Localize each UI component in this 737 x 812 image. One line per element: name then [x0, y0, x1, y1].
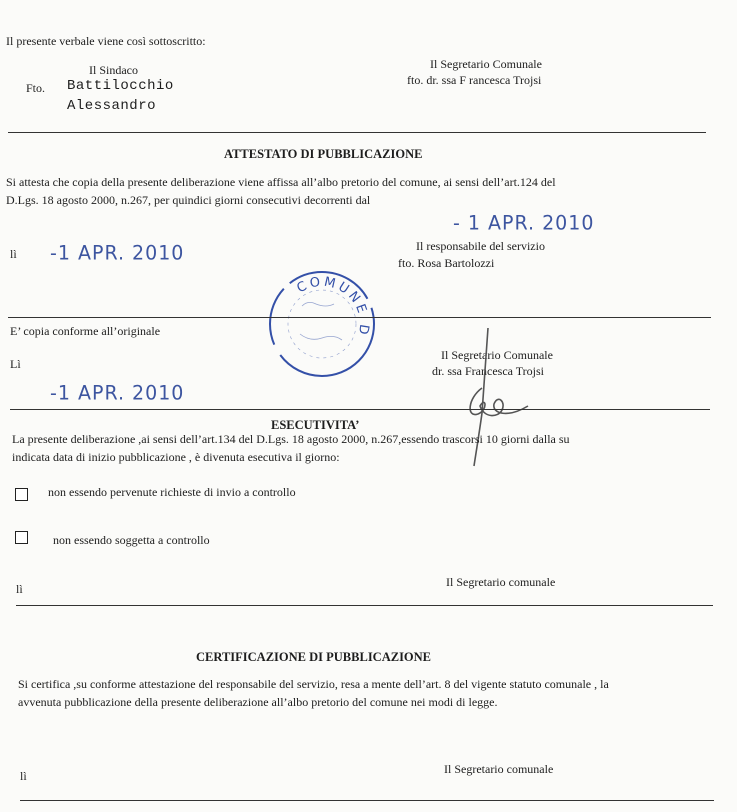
esecutivita-heading: ESECUTIVITA’ [271, 418, 360, 432]
responsabile-title: Il responsabile del servizio [416, 239, 545, 253]
attestato-text-line1: Si attesta che copia della presente deliberazione viene affissa all’albo pretorio del comune, ai sensi dell’art.124 del [6, 175, 556, 189]
certificazione-text-line1: Si certifica ,su conforme attestazione del responsabile del servizio, resa a mente dell’art. 8 del vigente statuto comunale , la [18, 677, 609, 691]
divider-5 [20, 800, 714, 801]
certificazione-text-line2: avvenuta pubblicazione della presente deliberazione all’albo pretorio del comune nei modi di legge. [18, 695, 498, 709]
esecutivita-segretario-title: Il Segretario comunale [446, 575, 556, 589]
option1-label: non essendo pervenute richieste di invio a controllo [48, 485, 296, 499]
stamp-date-start: - 1 APR. 2010 [453, 211, 595, 235]
stamp-date-li: -1 APR. 2010 [50, 241, 185, 265]
sindaco-name-line2: Alessandro [67, 98, 157, 114]
copia-segretario-title: Il Segretario Comunale [441, 348, 553, 362]
segretario-top-name: fto. dr. ssa F rancesca Trojsi [407, 73, 542, 87]
copia-li: Lì [10, 357, 21, 371]
seal-text: COMUNE D [294, 274, 372, 339]
divider-2 [8, 317, 711, 318]
divider-4 [16, 605, 713, 606]
copia-segretario-name: dr. ssa Francesca Trojsi [432, 364, 544, 378]
stamp-date-copia: -1 APR. 2010 [50, 381, 185, 405]
divider-3 [10, 409, 710, 410]
segretario-top-title: Il Segretario Comunale [430, 57, 542, 71]
attestato-heading: ATTESTATO DI PUBBLICAZIONE [224, 147, 423, 161]
intro-text: Il presente verbale viene così sottoscritto: [6, 34, 206, 48]
svg-text:COMUNE D [294, 275, 371, 339]
esecutivita-text-line1: La presente deliberazione ,ai sensi dell’art.134 del D.Lgs. 18 agosto 2000, n.267,essendo trascorsi 10 giorni dalla su [12, 432, 570, 446]
option1-checkbox[interactable] [15, 488, 28, 501]
sindaco-fto: Fto. [26, 81, 46, 95]
esecutivita-text-line2: indicata data di inizio pubblicazione , è divenuta esecutiva il giorno: [12, 450, 340, 464]
esecutivita-li: lì [16, 582, 23, 596]
certificazione-segretario-title: Il Segretario comunale [444, 762, 554, 776]
sindaco-name-line1: Battilocchio [67, 78, 174, 94]
copia-text: E’ copia conforme all’originale [10, 324, 161, 338]
option2-checkbox[interactable] [15, 531, 28, 544]
option2-label: non essendo soggetta a controllo [53, 533, 210, 547]
certificazione-heading: CERTIFICAZIONE DI PUBBLICAZIONE [196, 650, 432, 664]
attestato-text-line2: D.Lgs. 18 agosto 2000, n.267, per quindici giorni consecutivi decorrenti dal [6, 193, 371, 207]
attestato-li: lì [10, 247, 17, 261]
divider-1 [8, 132, 706, 133]
comune-seal-icon [262, 264, 382, 384]
responsabile-name: fto. Rosa Bartolozzi [398, 256, 495, 270]
sindaco-title: Il Sindaco [89, 63, 138, 77]
certificazione-li: lì [20, 769, 27, 783]
